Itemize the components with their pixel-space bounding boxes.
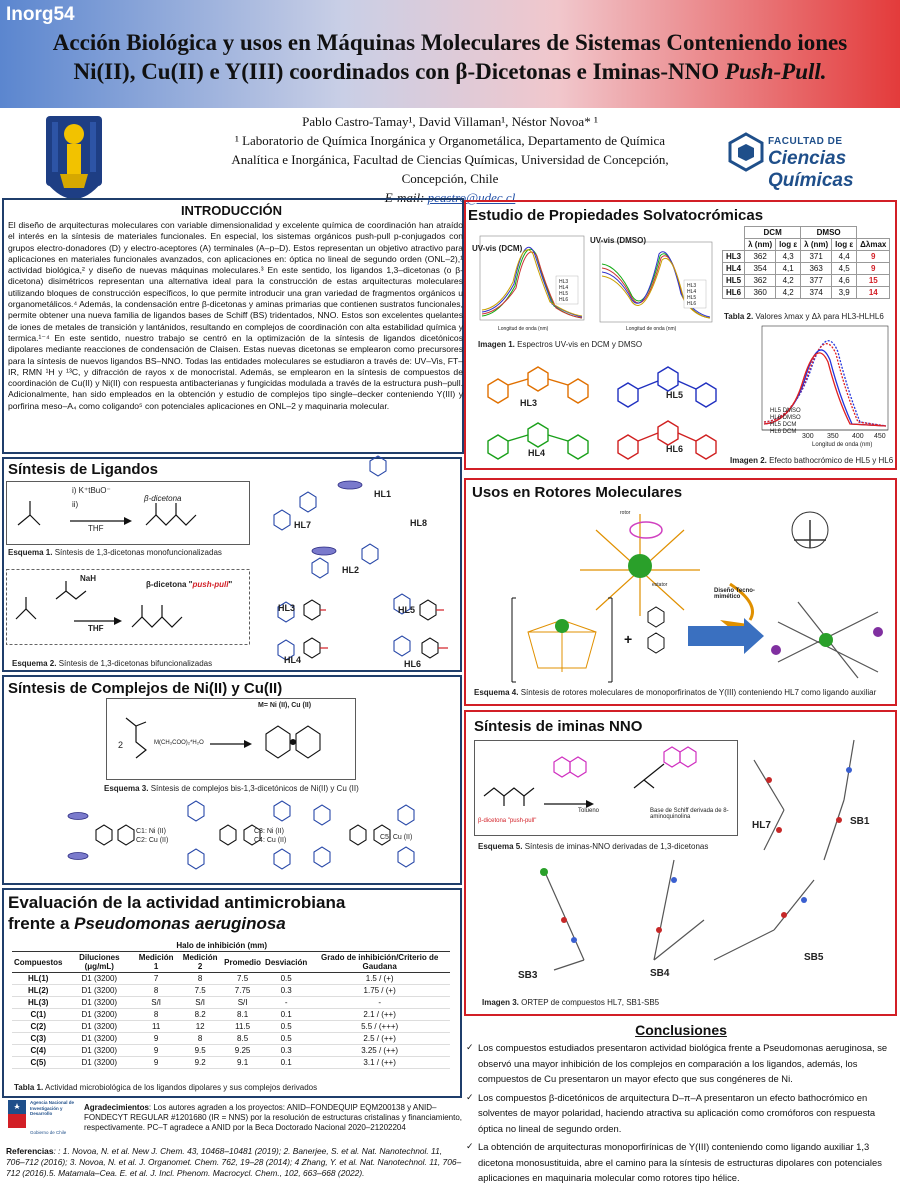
scheme-1-drawing	[6, 481, 250, 545]
uv-dmso-legend-1: HL3	[687, 283, 697, 289]
table-1-cell: D1 (3200)	[64, 997, 134, 1009]
scheme-1-reagent-2: ii)	[72, 500, 79, 509]
img2-legend-2: HL6 DMSO	[770, 415, 801, 421]
table-1-cell: HL(1)	[12, 973, 64, 985]
table-1-cell: D1 (3200)	[64, 1033, 134, 1045]
uv-dcm-legend-4: HL6	[559, 297, 569, 303]
scheme-5-caption-text: Síntesis de iminas-NNO derivadas de 1,3-dicetonas	[522, 842, 709, 851]
table-1-row	[12, 1021, 450, 1033]
table-2-cell: HL3	[723, 251, 745, 263]
table-1-cell: 0.5	[263, 973, 309, 985]
acknowledgements	[84, 1103, 462, 1133]
uv-dcm-legend-3: HL5	[559, 291, 569, 297]
svg-text:+: +	[624, 631, 633, 647]
scheme-1-caption	[8, 548, 222, 557]
table-1-cell: 1.75 / (+)	[309, 985, 450, 997]
scheme-3-two: 2	[118, 740, 124, 750]
uv-dcm-plot	[470, 226, 588, 334]
ortep-label-hl7: HL7	[752, 820, 771, 831]
mol-label-hl6: HL6	[666, 444, 684, 454]
table-2-cell: 4,1	[776, 263, 801, 275]
table-2-row	[723, 287, 890, 299]
table-1-cell: C(1)	[12, 1009, 64, 1021]
table-1-cell: 8	[134, 1009, 178, 1021]
scheme-3-caption-label: Esquema 3.	[104, 784, 149, 793]
table-2-cell: 354	[745, 263, 776, 275]
scheme-1-caption-text: Síntesis de 1,3-dicetonas monofuncionalizadas	[52, 548, 222, 557]
table-1-row	[12, 973, 450, 985]
table-1-cell: HL(3)	[12, 997, 64, 1009]
image-2-caption-label: Imagen 2.	[730, 456, 767, 465]
table-1-cell: HL(2)	[12, 985, 64, 997]
table-1-cell: C(5)	[12, 1057, 64, 1069]
table-1-cell: 9.2	[178, 1057, 222, 1069]
faculty-top-label: FACULTAD DE	[768, 136, 843, 147]
table-1-caption-text: Actividad microbiológica de los ligandos dipolares y sus complejos derivados	[43, 1083, 318, 1092]
title-line-2-main: Ni(II), Cu(II) e Y(III) coordinados con β-Dicetonas e Iminas-NNO	[73, 59, 725, 84]
table-1-cell: 0.3	[263, 985, 309, 997]
table-2-cell: 14	[857, 287, 890, 299]
poster-title	[10, 28, 890, 86]
antimicro-title-line-2-b: Pseudomonas aeruginosa	[74, 914, 286, 933]
ortep-label-sb1: SB1	[850, 816, 870, 827]
table-1-cell: S/I	[222, 997, 263, 1009]
table-2-cell: 4,2	[776, 287, 801, 299]
table-2-cell: 4,2	[776, 275, 801, 287]
table-1-cell: D1 (3200)	[64, 973, 134, 985]
iminas-title: Síntesis de iminas NNO	[474, 718, 643, 735]
scheme-4-caption-text: Síntesis de rotores moleculares de monoporfirinatos de Y(III) conteniendo HL7 como ligando auxiliar	[518, 688, 877, 697]
scheme-2-product-a: β-dicetona "	[146, 580, 193, 589]
table-1-cell: 0.1	[263, 1009, 309, 1021]
ligand-label-hl7: HL7	[294, 520, 312, 530]
scheme-1-solvent: THF	[88, 524, 104, 533]
rotores-title: Usos en Rotores Moleculares	[472, 484, 683, 501]
table-1-cell: 7	[134, 973, 178, 985]
table-1-cell: 1.5 / (+)	[309, 973, 450, 985]
scheme-2-solvent: THF	[88, 624, 104, 633]
table-2-group-dcm: DCM	[745, 227, 801, 239]
conclusion-item: ✓ Los compuestos β-dicetónicos de arquitectura D–π–A presentaron un efecto bathocrómico en solventes de mayor polaridad, haciendo atractiva su aplicación como cromóforos con respuesta óptica no lineal de segundo orden.	[466, 1090, 896, 1137]
ortep-label-sb3: SB3	[518, 970, 538, 981]
table-1-header: Desviación	[263, 952, 309, 973]
img2-tick: 350	[827, 433, 839, 440]
image-1-caption-text: Espectros UV-vis en DCM y DMSO	[514, 340, 643, 349]
img2-legend-4: HL6 DCM	[770, 429, 797, 435]
table-1-cell: -	[309, 997, 450, 1009]
table-1-cell: D1 (3200)	[64, 1009, 134, 1021]
table-1-row	[12, 985, 450, 997]
email-label: E-mail:	[384, 190, 428, 205]
poster-header	[0, 0, 900, 108]
table-1-caption	[14, 1083, 317, 1092]
table-2-cell: 362	[745, 275, 776, 287]
table-1-cell: 0.1	[263, 1057, 309, 1069]
table-1-cell: 8.2	[178, 1009, 222, 1021]
table-2-cell: 4,6	[832, 275, 857, 287]
img2-legend-1: HL5 DMSO	[770, 408, 801, 414]
complex-c4: C4: Cu (II)	[254, 837, 287, 844]
img2-xlabel: Longitud de onda (nm)	[812, 442, 873, 448]
conclusions-title: Conclusiones	[635, 1022, 727, 1038]
antimicro-title-line-1: Evaluación de la actividad antimicrobiana	[8, 893, 346, 912]
table-1-cell: -	[263, 997, 309, 1009]
references-label: Referencias	[6, 1146, 54, 1156]
email-link[interactable]: pcastro@udec.cl	[427, 190, 516, 205]
uv-dmso-legend-3: HL5	[687, 295, 697, 301]
table-1-header: Medición 1	[134, 952, 178, 973]
ligandos-title: Síntesis de Ligandos	[8, 461, 159, 478]
uv-dcm-label: UV-vis (DCM)	[472, 244, 523, 253]
table-1-cell: C(3)	[12, 1033, 64, 1045]
table-1-cell: 7.5	[222, 973, 263, 985]
table-1-cell: 9.25	[222, 1045, 263, 1057]
author-names: Pablo Castro-Tamay¹, David Villaman¹, Néstor Novoa* ¹	[302, 114, 598, 129]
estator-label: estator	[652, 582, 668, 588]
table-2-group-dmso: DMSO	[801, 227, 857, 239]
img2-legend-3: HL5 DCM	[770, 422, 797, 428]
table-1-cell: 9.5	[178, 1045, 222, 1057]
mol-label-hl4: HL4	[528, 448, 546, 458]
table-1-header: Grado de inhibición/Criterio de Gaudana	[309, 952, 450, 973]
table-2-row	[723, 251, 890, 263]
antimicro-title-line-2	[8, 913, 345, 934]
table-1-cell: 12	[178, 1021, 222, 1033]
table-1-row	[12, 1009, 450, 1021]
scheme-2-caption-label: Esquema 2.	[12, 659, 57, 668]
table-1-cell: D1 (3200)	[64, 1057, 134, 1069]
table-2-cell: 4,5	[832, 263, 857, 275]
table-1-cell: S/I	[178, 997, 222, 1009]
scheme-4-caption-label: Esquema 4.	[474, 688, 519, 697]
table-2-row	[723, 275, 890, 287]
image-3-caption-label: Imagen 3.	[482, 998, 519, 1007]
poster-code: Inorg54	[6, 4, 75, 25]
table-2-cell: 371	[801, 251, 832, 263]
img2-tick: 300	[802, 433, 814, 440]
table-1-cell: 9	[134, 1057, 178, 1069]
scheme-3-caption	[104, 784, 359, 793]
table-1-header: Medición 2	[178, 952, 222, 973]
table-2-cell: 9	[857, 263, 890, 275]
table-2-cell: 360	[745, 287, 776, 299]
affiliation-3: Concepción, Chile	[401, 171, 499, 186]
table-1-cell: 0.3	[263, 1045, 309, 1057]
table-1-cell: 9	[134, 1045, 178, 1057]
table-2-cell: 4,4	[832, 251, 857, 263]
scheme-3-caption-text: Síntesis de complejos bis-1,3-dicetónicos de Ni(II) y Cu (II)	[148, 784, 359, 793]
table-2-cell: HL5	[723, 275, 745, 287]
table-2-caption-text: Valores λmax y Δλ para HL3-HLHL6	[753, 312, 884, 321]
table-1-cell: 8	[134, 985, 178, 997]
uv-dmso-legend-2: HL4	[687, 289, 697, 295]
anid-line-2: Gobierno de Chile	[30, 1130, 67, 1135]
table-1-row	[12, 997, 450, 1009]
table-1-cell: 8.1	[222, 1009, 263, 1021]
image-2-caption-text: Efecto bathocrómico de HL5 y HL6	[766, 456, 894, 465]
table-1-cell: 0.5	[263, 1033, 309, 1045]
title-line-1: Acción Biológica y usos en Máquinas Moleculares de Sistemas Conteniendo iones	[52, 30, 848, 55]
scheme-3-drawing	[106, 698, 356, 780]
table-1-cell: 8	[178, 973, 222, 985]
scheme-5-solvent: Tolueno	[578, 808, 600, 814]
rotor-label: rotor	[620, 510, 631, 516]
table-1-header: Compuestos	[12, 952, 64, 973]
image-3-caption	[482, 998, 659, 1007]
table-2-cell: 377	[801, 275, 832, 287]
table-1-caption-label: Tabla 1.	[14, 1083, 44, 1092]
table-1-cell: 3.1 / (++)	[309, 1057, 450, 1069]
title-line-2	[10, 57, 890, 86]
scheme-2-caption	[12, 659, 212, 668]
uv-dcm-xlabel: Longitud de onda (nm)	[498, 326, 549, 332]
scheme-1-caption-label: Esquema 1.	[8, 548, 53, 557]
conclusions-list	[466, 1040, 896, 1189]
table-2-cell: 3,9	[832, 287, 857, 299]
table-1-cell: 8.5	[222, 1033, 263, 1045]
image-1-caption	[478, 340, 642, 349]
anid-logo	[8, 1098, 76, 1144]
ligand-label-hl3: HL3	[278, 603, 296, 613]
table-1-cell: C(2)	[12, 1021, 64, 1033]
table-2-header: log ε	[776, 239, 801, 251]
scheme-3-reagent: M(CH₃COO)₂*H₂O	[154, 740, 204, 746]
uv-dmso-label: UV-vis (DMSO)	[590, 236, 647, 245]
table-2-cell: 362	[745, 251, 776, 263]
faculty-main-label: Ciencias Químicas	[768, 148, 854, 191]
mol-label-hl5: HL5	[666, 390, 684, 400]
table-2-header: λ (nm)	[745, 239, 776, 251]
uv-dcm-legend-1: HL3	[559, 279, 569, 285]
img2-tick: 450	[874, 433, 886, 440]
complex-c1: C1: Ni (II)	[136, 828, 166, 835]
references	[6, 1146, 462, 1179]
image-2-caption	[730, 456, 893, 465]
diseno-label: Diseño Tecno-mimético	[714, 588, 755, 600]
table-1-cell: 5.5 / (+++)	[309, 1021, 450, 1033]
table-2-cell: 4,3	[776, 251, 801, 263]
ligand-label-hl2: HL2	[342, 565, 360, 575]
mol-label-hl3: HL3	[520, 398, 538, 408]
scheme-5-caption-label: Esquema 5.	[478, 842, 523, 851]
image-1-caption-label: Imagen 1.	[478, 340, 515, 349]
acknowledgements-text: : Los autores agraden a los proyectos: ANID–FONDEQUIP EQM200138 y ANID–FONDECYT REGULAR #1201680 (IR = NNS) por la resolución de estructuras cristalinas y financiamiento, respectivamente. PC–T agradece a ANID por la Beca Doctorado Nacional 2020–21202204	[84, 1103, 463, 1132]
anid-line-1: Agencia Nacional de Investigación y Desarrollo	[30, 1100, 75, 1116]
table-2-caption-label: Tabla 2.	[724, 312, 754, 321]
complex-structures	[60, 796, 420, 882]
ligand-structures	[254, 455, 462, 671]
scheme-4-caption	[474, 688, 876, 697]
table-2-cell: 15	[857, 275, 890, 287]
intro-text: El diseño de arquitecturas moleculares con variable dimensionalidad y excelente química de coordinación han atraído el interés en la síntesis de materiales funcionales. En especial, los sistemas orgánicos push-pull p-conjugados con grupos electro-donadores (D) y electro-aceptores (A) terminales (A–p–D). Estos representan un objetivo atractivo para aplicaciones en materiales funcionales avanzados, con aplicaciones en: óptica no lineal de segundo orden (ONL–2),¹ actividad biológica,² y diseño de nuevas máquinas moleculares.³ En este sentido, los ligandos 1,3–dicetonas (o β-dicetona) disimétricos representan una alternativa ideal para la construcción de estas arquitecturas moleculares utilizando bloques de construcción específicos, lo que permite introducir una gran variedad de fragmentos orgánicos u organometálicos.⁴ Además, la condensación entre β-dicetonas y aminas primarias que contienen sustratos funcionales, permite obtener una nueva familia de ligandos bases de Schiff (BS) tridentados, NNO. Estos son excelentes quelantes de iones de metales de transición y lantánidos, resultando en complejos de coordinación con alta estabilidad química y termica.¹⁻⁴ En este sentido, nuestro trabajo se centró en la optimización de la síntesis de ligandos dicetónicos dipolares mediante reacciones de condensación de Claisen. Estas nuevas dicetonas se emplearon como precursores para la síntesis de nuevos ligandos BS–NNO. Todas las entidades moleculares se estudiaron a través de: UV–Vis, FT–IR, RMN ¹H y ¹³C, y difracción de rayos x de monocristal. Además, se emplearon en la síntesis de compuestos de coordinación de Cu(II) y Ni(II) con respuesta antibacterianas y fungicidas modulada a través de la estructura push–pull. Adicionalmente, han sido empleados en la obtención y estudio de complejos tipo single–decker conteniendo Y(III) y porfirina meso–A₄ como coligando⁵ con potenciales aplicaciones en ONL–2 y maquinaria molecular.	[8, 220, 463, 411]
table-1-row	[12, 1033, 450, 1045]
table-1-cell: 3.25 / (++)	[309, 1045, 450, 1057]
img2-tick: 400	[852, 433, 864, 440]
table-2-header: log ε	[832, 239, 857, 251]
antimicro-title	[8, 892, 345, 934]
table-1	[12, 940, 450, 1069]
table-1-cell: D1 (3200)	[64, 1021, 134, 1033]
scheme-1-reagent-1: i) K⁺tBuO⁻	[72, 486, 111, 495]
table-1-cell: 9	[134, 1033, 178, 1045]
table-1-cell: 8	[178, 1033, 222, 1045]
rotor-synthesis-drawing	[508, 592, 888, 684]
scheme-2-caption-text: Síntesis de 1,3-dicetonas bifuncionalizadas	[56, 659, 213, 668]
scheme-1-product: β-dicetona	[144, 494, 182, 503]
affiliation-1: ¹ Laboratorio de Química Inorgánica y Organometálica, Departamento de Química	[234, 133, 666, 148]
references-text: : : 1. Novoa, N. et al. New J. Chem. 43, 10468–10481 (2019); 2. Banerjee, S. et al. Nat. Nanotechnol. 11, 706–712 (2016); 3. Novoa, N. et al. J. Organomet. Chem. 762, 19–28 (2014); 4 Zhang, Y. et al. Nat. Nanotechnol. 11, 706–712 (2016).5. Matamala–Cea. E. et al. J. Incl. Phenom. Macrocycl. Chem., 102, 663–668 (2022).	[6, 1146, 462, 1178]
affiliation-2: Analítica e Inorgánica, Facultad de Ciencias Químicas, Universidad de Concepción,	[231, 152, 669, 167]
complex-c5: C5: Cu (II)	[380, 834, 413, 841]
uv-dmso-legend-4: HL6	[687, 301, 697, 307]
table-1-cell: S/I	[134, 997, 178, 1009]
table-2-cell: 363	[801, 263, 832, 275]
conclusion-item: ✓ La obtención de arquitecturas monoporfirínicas de Y(III) conteniendo como ligando auxiliar 1,3 dicetona monosustituida, abre el camino para la síntesis de estructuras dipolares con potenciales aplicaciones en maquinaria molecular como rotores tipo hélice.	[466, 1139, 896, 1186]
table-1-cell: 7.5	[178, 985, 222, 997]
table-1-header-row	[12, 952, 450, 973]
scheme-2-nah: NaH	[80, 574, 97, 583]
authors-block	[160, 112, 740, 207]
scheme-5-reactant: β-dicetona "push-pull"	[478, 818, 537, 824]
scheme-2-product-c: "	[228, 580, 233, 589]
scheme-3-metal: M= Ni (II), Cu (II)	[258, 702, 312, 709]
ligand-label-hl5: HL5	[398, 605, 416, 615]
table-1-group-row	[12, 940, 450, 952]
table-2-caption	[724, 312, 884, 321]
intro-title: INTRODUCCIÓN	[180, 203, 283, 218]
solvato-title: Estudio de Propiedades Solvatocrómicas	[468, 207, 764, 224]
antimicro-title-line-2-a: frente a	[8, 914, 75, 933]
table-1-cell: 2.1 / (++)	[309, 1009, 450, 1021]
table-2-cell: HL4	[723, 263, 745, 275]
scheme-5-product: Base de Schiff derivada de 8-aminoquinolina	[650, 808, 729, 820]
ligand-label-hl1: HL1	[374, 489, 392, 499]
table-2-header: λ (nm)	[801, 239, 832, 251]
table-1-row	[12, 1045, 450, 1057]
table-1-cell: D1 (3200)	[64, 985, 134, 997]
conclusion-item: ✓ Los compuestos estudiados presentaron actividad biológica frente a Pseudomonas aeruginosa, se observó una mayor inhibición de los complejos en comparación a los ligandos, además, los compuestos de Cu presentaron un mayor efecto que sus congéneres de Ni.	[466, 1040, 896, 1087]
table-2-cell: 374	[801, 287, 832, 299]
table-2-group-row	[723, 227, 890, 239]
ortep-label-sb5: SB5	[804, 952, 824, 963]
image-3-caption-text: ORTEP de compuestos HL7, SB1-SB5	[518, 998, 660, 1007]
scheme-2-product-b: push-pull	[192, 580, 229, 589]
complex-c3: C3: Ni (II)	[254, 828, 284, 835]
table-1-halo-header: Halo de inhibición (mm)	[134, 940, 309, 952]
ortep-structures	[484, 720, 894, 1000]
ortep-label-sb4: SB4	[650, 968, 670, 979]
table-1-header: Diluciones (μg/mL)	[64, 952, 134, 973]
table-1-cell: 9.1	[222, 1057, 263, 1069]
table-2-header-row	[723, 239, 890, 251]
table-2-cell: HL6	[723, 287, 745, 299]
complex-c2: C2: Cu (II)	[136, 837, 169, 844]
table-1-cell: 11.5	[222, 1021, 263, 1033]
table-2-header: Δλmax	[857, 239, 890, 251]
table-1-header: Promedio	[222, 952, 263, 973]
scheme-2-product	[146, 580, 232, 589]
ligand-label-hl6: HL6	[404, 659, 422, 669]
table-2	[722, 226, 890, 299]
table-2-row	[723, 263, 890, 275]
anid-flag-icon	[8, 1100, 26, 1136]
title-line-2-italic: Push-Pull.	[724, 59, 827, 84]
table-1-row	[12, 1057, 450, 1069]
table-1-cell: D1 (3200)	[64, 1045, 134, 1057]
ligand-label-hl4: HL4	[284, 655, 302, 665]
table-2-cell: 9	[857, 251, 890, 263]
acknowledgements-label: Agradecimientos	[84, 1103, 149, 1112]
table-1-cell: C(4)	[12, 1045, 64, 1057]
uv-dmso-xlabel: Longitud de onda (nm)	[626, 326, 677, 332]
molecules-hl3-hl6	[468, 355, 726, 465]
complejos-title: Síntesis de Complejos de Ni(II) y Cu(II)	[8, 680, 283, 697]
table-1-cell: 2.5 / (++)	[309, 1033, 450, 1045]
table-1-cell: 7.75	[222, 985, 263, 997]
faculty-logo	[728, 128, 888, 191]
table-1-cell: 11	[134, 1021, 178, 1033]
table-1-cell: 0.5	[263, 1021, 309, 1033]
ligand-label-hl8: HL8	[410, 518, 428, 528]
uv-dcm-legend-2: HL4	[559, 285, 569, 291]
